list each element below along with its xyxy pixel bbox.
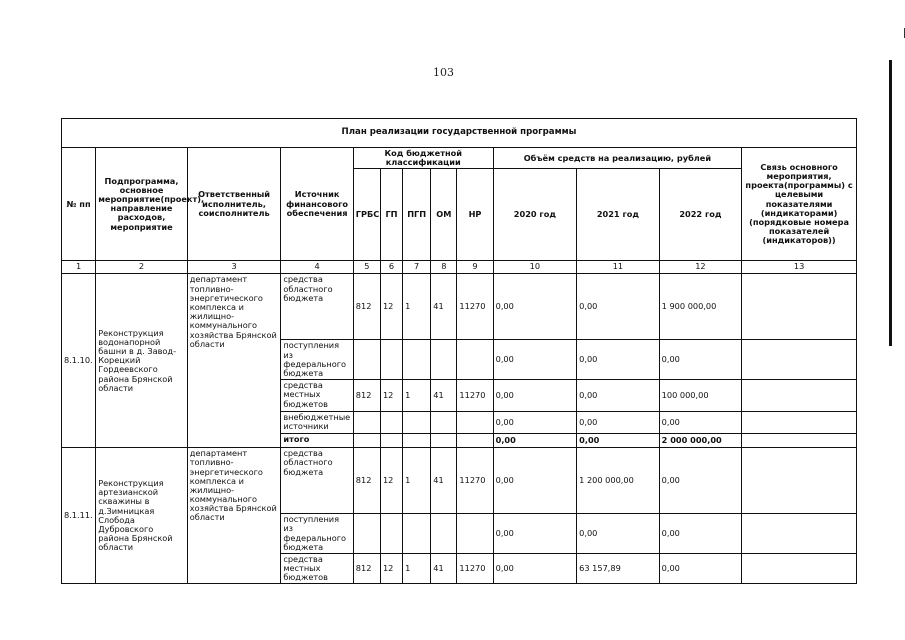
page-number: 103 [433,66,454,79]
source-cell: средства областного бюджета [281,274,353,340]
source-cell: средства местных бюджетов [281,553,353,584]
column-number: 12 [659,261,742,274]
om-cell: 41 [431,380,457,412]
grbs-cell: 812 [353,380,380,412]
indicator-link-cell [742,514,857,554]
indicator-link-cell [742,274,857,340]
amount-2022-cell: 1 900 000,00 [659,274,742,340]
amount-2020-cell: 0,00 [493,434,577,448]
column-number: 10 [493,261,577,274]
amount-2022-cell: 2 000 000,00 [659,434,742,448]
nr-cell: 11270 [457,274,493,340]
amount-2020-cell: 0,00 [493,412,577,434]
gp-cell [380,434,402,448]
indicator-link-cell [742,553,857,584]
header-num: № пп [62,148,96,261]
pgp-cell [403,514,431,554]
om-cell [431,340,457,380]
header-funds-group: Объём средств на реализацию, рублей [493,148,742,169]
grbs-cell [353,434,380,448]
amount-2022-cell: 0,00 [659,448,742,514]
table-row [62,448,857,514]
gp-cell: 12 [380,274,402,340]
amount-2021-cell: 0,00 [577,412,660,434]
item-name-cell: Реконструкция артезианской скважины в д.Зимницкая Слобода Дубровского района Брянской области [96,448,188,584]
om-cell [431,434,457,448]
column-number: 7 [403,261,431,274]
header-2021: 2021 год [577,169,660,261]
grbs-cell: 812 [353,553,380,584]
indicator-link-cell [742,340,857,380]
pgp-cell: 1 [403,553,431,584]
item-name-cell: Реконструкция водонапорной башни в д. Завод-Корецкий Гордеевского района Брянской области [96,274,188,448]
column-number: 11 [577,261,660,274]
table-title: План реализации государственной программы [62,119,857,148]
om-cell: 41 [431,274,457,340]
column-number: 13 [742,261,857,274]
amount-2022-cell: 0,00 [659,340,742,380]
om-cell: 41 [431,448,457,514]
header-link: Связь основного мероприятия, проекта(программы) с целевыми показателями (индикаторами) (порядковые номера показателей (индикаторов)) [742,148,857,261]
nr-cell: 11270 [457,448,493,514]
nr-cell [457,514,493,554]
amount-2021-cell: 0,00 [577,274,660,340]
pgp-cell [403,434,431,448]
om-cell: 41 [431,553,457,584]
indicator-link-cell [742,412,857,434]
pgp-cell: 1 [403,274,431,340]
nr-cell [457,412,493,434]
source-cell: внебюджетные источники [281,412,353,434]
amount-2020-cell: 0,00 [493,340,577,380]
header-pgp: ПГП [403,169,431,261]
column-number: 1 [62,261,96,274]
header-budget-code-group: Код бюджетной классификации [353,148,493,169]
amount-2022-cell: 0,00 [659,412,742,434]
gp-cell [380,340,402,380]
program-plan-table [61,118,857,584]
amount-2020-cell: 0,00 [493,553,577,584]
pgp-cell [403,412,431,434]
source-cell: средства местных бюджетов [281,380,353,412]
header-subprogram: Подпрограмма, основное мероприятие(проект), направление расходов, мероприятие [96,148,188,261]
source-cell: итого [281,434,353,448]
grbs-cell [353,340,380,380]
column-number-row [62,261,857,274]
nr-cell: 11270 [457,553,493,584]
column-number: 2 [96,261,188,274]
amount-2020-cell: 0,00 [493,274,577,340]
nr-cell [457,434,493,448]
gp-cell: 12 [380,553,402,584]
grbs-cell [353,514,380,554]
header-executor: Ответственный исполнитель, соисполнитель [187,148,281,261]
column-number: 9 [457,261,493,274]
amount-2020-cell: 0,00 [493,448,577,514]
om-cell [431,514,457,554]
header-om: ОМ [431,169,457,261]
header-2020: 2020 год [493,169,577,261]
executor-cell: департамент топливно-энергетического комплекса и жилищно-коммунального хозяйства Брянской области [187,274,281,448]
amount-2021-cell: 0,00 [577,434,660,448]
item-number-cell: 8.1.11. [62,448,96,584]
amount-2021-cell: 0,00 [577,514,660,554]
indicator-link-cell [742,434,857,448]
header-gp: ГП [380,169,402,261]
table-row [62,274,857,340]
gp-cell: 12 [380,380,402,412]
amount-2021-cell: 0,00 [577,380,660,412]
header-grbs: ГРБС [353,169,380,261]
scan-edge-mark [889,60,892,346]
gp-cell: 12 [380,448,402,514]
pgp-cell: 1 [403,380,431,412]
header-2022: 2022 год [659,169,742,261]
item-number-cell: 8.1.10. [62,274,96,448]
nr-cell: 11270 [457,380,493,412]
source-cell: поступления из федерального бюджета [281,514,353,554]
pgp-cell [403,340,431,380]
grbs-cell: 812 [353,448,380,514]
pgp-cell: 1 [403,448,431,514]
indicator-link-cell [742,380,857,412]
amount-2022-cell: 0,00 [659,553,742,584]
grbs-cell: 812 [353,274,380,340]
indicator-link-cell [742,448,857,514]
amount-2021-cell: 0,00 [577,340,660,380]
amount-2021-cell: 1 200 000,00 [577,448,660,514]
header-source: Источник финансового обеспечения [281,148,353,261]
header-nr: НР [457,169,493,261]
grbs-cell [353,412,380,434]
gp-cell [380,514,402,554]
column-number: 5 [353,261,380,274]
executor-cell: департамент топливно-энергетического комплекса и жилищно-коммунального хозяйства Брянской области [187,448,281,584]
column-number: 4 [281,261,353,274]
source-cell: поступления из федерального бюджета [281,340,353,380]
amount-2022-cell: 100 000,00 [659,380,742,412]
gp-cell [380,412,402,434]
amount-2022-cell: 0,00 [659,514,742,554]
amount-2020-cell: 0,00 [493,514,577,554]
column-number: 3 [187,261,281,274]
column-number: 8 [431,261,457,274]
om-cell [431,412,457,434]
column-number: 6 [380,261,402,274]
amount-2020-cell: 0,00 [493,380,577,412]
amount-2021-cell: 63 157,89 [577,553,660,584]
nr-cell [457,340,493,380]
source-cell: средства областного бюджета [281,448,353,514]
